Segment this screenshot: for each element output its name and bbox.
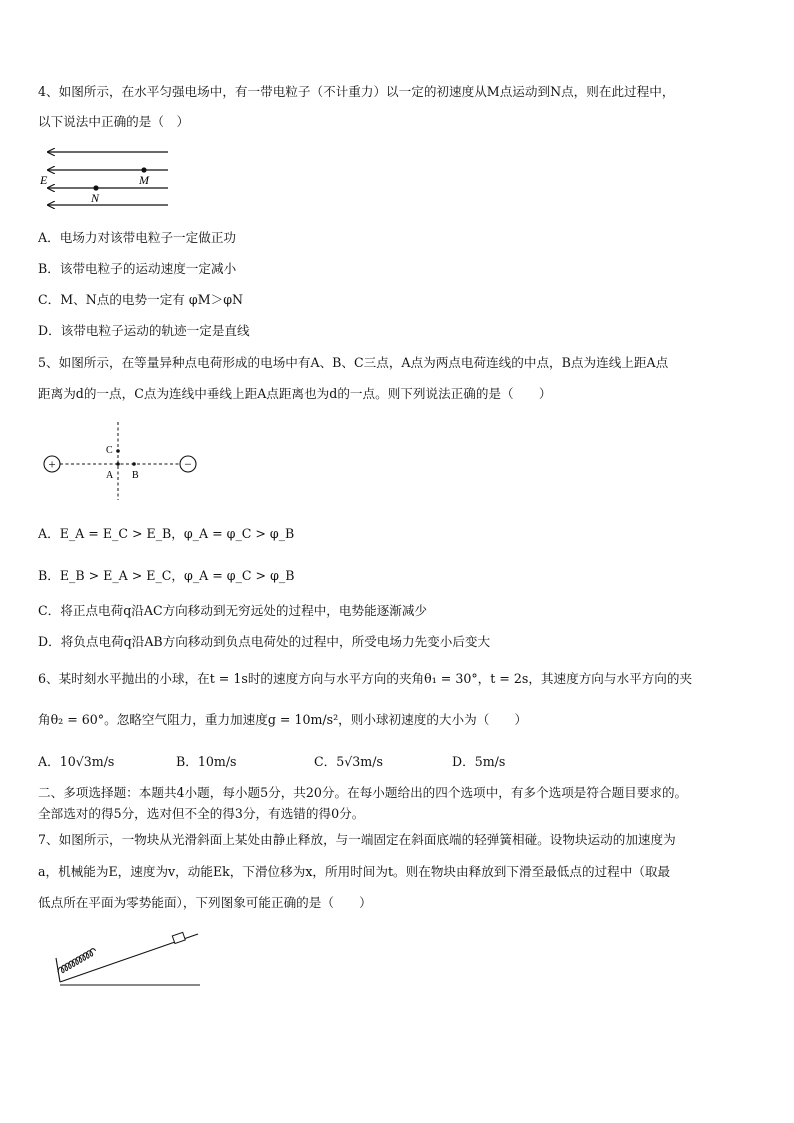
q4-option-b: B．该带电粒子的运动速度一定减小	[38, 261, 237, 276]
q6-option-a: A．10√3m/s	[38, 754, 115, 769]
q6-stem-line1: 6、某时刻水平抛出的小球，在t = 1s时的速度方向与水平方向的夹角θ₁ = 30°，t = 2s，其速度方向与水平方向的夹	[38, 671, 693, 686]
q7-stem-line2: a，机械能为E，速度为v，动能Ek，下滑位移为x，所用时间为t。则在物块由释放到下滑至最低点的过程中（取最	[38, 864, 671, 879]
point-n-dot	[93, 185, 98, 190]
q5-option-d: D．将负点电荷q沿AB方向移动到负点电荷处的过程中，所受电场力先变小后变大	[38, 634, 491, 649]
section2-line1: 二、多项选择题：本题共4小题，每小题5分，共20分。在每小题给出的四个选项中，有多个选项是符合题目要求的。	[38, 785, 688, 800]
label-e: E	[40, 173, 48, 187]
q7-stem-line3: 低点所在平面为零势能面），下列图象可能正确的是（ ）	[38, 895, 372, 910]
q4-option-a: A．电场力对该带电粒子一定做正功	[38, 230, 237, 245]
q6-option-b: B．10m/s	[176, 754, 237, 769]
negative-charge-sign: −	[184, 456, 192, 472]
label-a: A	[106, 470, 114, 481]
q5-charges-figure	[40, 416, 204, 502]
label-b: B	[132, 470, 139, 481]
q6-stem-line2: 角θ₂ = 60°。忽略空气阻力，重力加速度g = 10m/s²，则小球初速度的大小为（ ）	[38, 712, 528, 727]
label-c: C	[106, 445, 113, 456]
q4-stem-line2: 以下说法中正确的是（ ）	[38, 114, 190, 129]
point-b-dot	[132, 462, 136, 466]
spring	[54, 948, 98, 974]
label-m: M	[139, 173, 149, 187]
q5-option-c: C．将正点电荷q沿AC方向移动到无穷远处的过程中，电势能逐渐减少	[38, 603, 428, 618]
block	[172, 932, 185, 943]
positive-charge-sign: +	[48, 456, 56, 472]
q7-incline-figure	[44, 924, 204, 990]
q5-option-a: A．E_A = E_C > E_B，φ_A = φ_C > φ_B	[38, 526, 295, 541]
section2-line2: 全部选对的得5分，选对但不全的得3分，有选错的得0分。	[38, 806, 365, 821]
q6-option-d: D．5m/s	[452, 754, 506, 769]
point-a-dot	[116, 462, 120, 466]
label-n: N	[91, 191, 100, 205]
q6-option-c: C．5√3m/s	[314, 754, 383, 769]
q5-stem-line1: 5、如图所示，在等量异种点电荷形成的电场中有A、B、C三点，A点为两点电荷连线的中点，B点为连线上距A点	[38, 355, 669, 370]
q7-stem-line1: 7、如图所示，一物块从光滑斜面上某处由静止释放，与一端固定在斜面底端的轻弹簧相碰。设物块运动的加速度为	[38, 832, 676, 847]
point-c-dot	[116, 449, 120, 453]
q5-stem-line2: 距离为d的一点，C点为连线中垂线上距A点距离也为d的一点。则下列说法正确的是（ ）	[38, 386, 552, 401]
q4-option-d: D．该带电粒子运动的轨迹一定是直线	[38, 323, 250, 338]
q4-field-figure	[36, 142, 176, 210]
q4-option-c: C．M、N点的电势一定有 φM＞φN	[38, 292, 244, 307]
q5-option-b: B．E_B > E_A > E_C，φ_A = φ_C > φ_B	[38, 568, 295, 583]
point-m-dot	[141, 167, 146, 172]
q4-stem-line1: 4、如图所示，在水平匀强电场中，有一带电粒子（不计重力）以一定的初速度从M点运动到N点，则在此过程中，	[38, 84, 675, 99]
